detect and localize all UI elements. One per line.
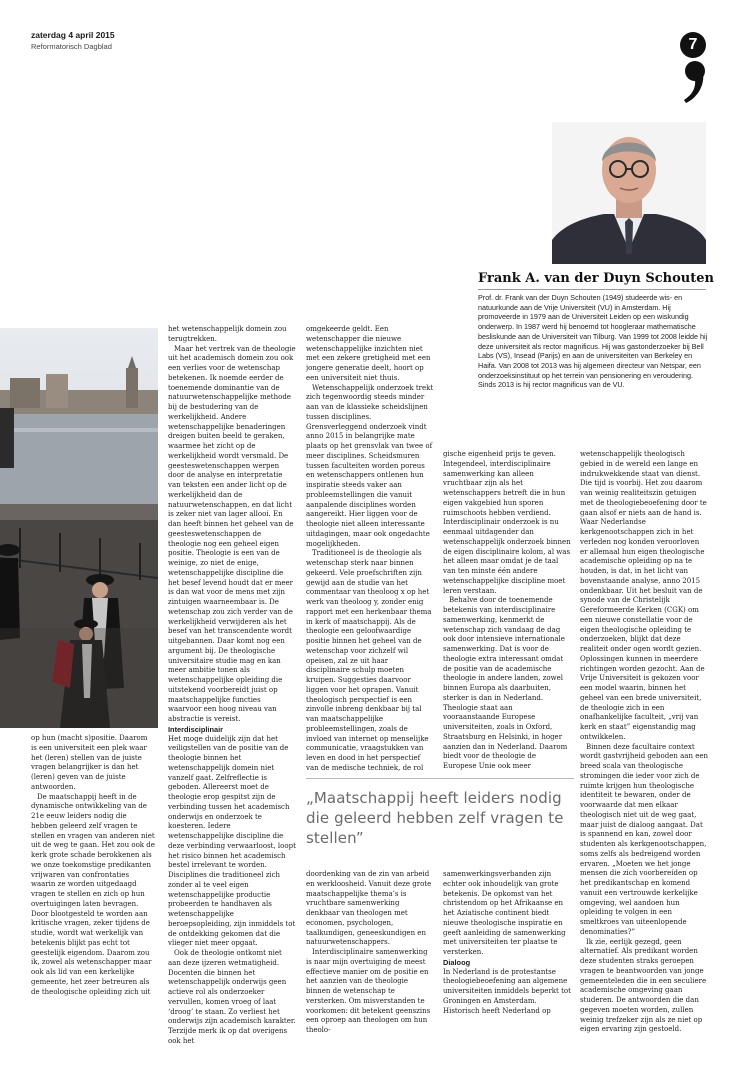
masthead-date: zaterdag 4 april 2015: [31, 30, 115, 40]
quote-divider: [306, 778, 574, 779]
paragraph: In Nederland is de protestantse theologiebeoefening aan algemene universiteiten inmiddels beperkt tot Groningen en Amsterdam. Historisch heeft Nederland op: [443, 967, 571, 1015]
column-3-upper: [306, 325, 434, 771]
paragraph: samenwerkingsverbanden zijn echter ook inhoudelijk van grote betekenis. De opkomst van het christendom op het Afrikaanse en het Aziatische continent biedt nieuwe theologische inspiratie en geeft aanleiding de samenwerking met universiteiten ter plaatse te versterken.: [443, 870, 566, 956]
ceremony-photo: [0, 328, 158, 728]
paragraph: Interdisciplinaire samenwerking is naar mijn overtuiging de meest effectieve manier om de positie en het aanzien van de theologie binnen de wetenschap te versterken. Om misverstanden te voorkomen: dit betekent geenszins een oproep aan theologen om hun theolo-: [306, 948, 431, 1034]
comma-logo-icon: [683, 60, 707, 108]
column-2: [168, 325, 296, 1064]
bio-paragraph: Prof. dr. Frank van der Duyn Schouten (1949) studeerde wis- en natuurkunde aan de Vrije Universiteit (VU) in Amsterdam. Hij promoveerde in 1979 aan de Universiteit Leiden op een wiskundig onderwerp. In 1987 werd hij benoemd tot hoogleraar mathematische besliskunde aan de Universiteit van Tilburg. Van 1999 tot 2008 leidde hij deze universiteit als rector magnificus. Hij was gastonderzoeker bij Bell Labs (VS), Insead (Parijs) en aan de universiteiten van Berkeley en Haifa. Van 2008 tot 2013 was hij algemeen directeur van Netspar, een onderzoeksinstituut op het terrein van pensionering en veroudering. Sinds 2013 is hij rector magnificus van de VU.: [478, 293, 708, 390]
column-1: [31, 734, 155, 1064]
bio-name: Frank A. van der Duyn Schouten: [478, 271, 714, 286]
paragraph: Binnen deze facultaire context wordt gastvrijheid geboden aan een breed scala van theologische stromingen die ieder voor zich de ruimte krijgen hun theologische identiteit te bewaren, onder de voorwaarde dat men elkaar theologisch niet uit de weg gaat, maar juist de dialoog aangaat. Dat is spannend en kan, zowel door studenten als kerkgenootschappen, soms zelfs als bedreigend worden ervaren. „Moeten we het jonge mensen die zich voorbereiden op het predikantschap en komend vanuit een vertrouwde kerkelijke omgeving, wel aandoen hun opleiding te volgen in een smeltkroes van uiteenlopende denominaties?”: [580, 742, 708, 936]
paragraph: Wetenschappelijk onderzoek trekt zich tegenwoordig steeds minder aan van de klassieke scheidslijnen tussen disciplines. Grensverleggend onderzoek vindt anno 2015 in belangrijke mate plaats op het grensvlak van twee of meer disciplines. Scheidsmuren tussen faculteiten worden poreus en wetenschappers ontlenen hun inspiratie steeds vaker aan probleemstellingen die vanuit aanpalende disciplines worden aangereikt. Hier liggen voor de theologie niet alleen interessante uitdagingen, maar ook ongedachte mogelijkheden.: [306, 383, 434, 548]
column-4-lower: [443, 870, 571, 1064]
paragraph: op hun (macht s)positie. Daarom is een universiteit een plek waar het (leren) stellen van de juiste vragen belangrijker is dan het (leren) geven van de juiste antwoorden.: [31, 734, 148, 791]
subheading-dialoog: Dialoog: [443, 957, 471, 967]
paragraph: Ik zie, eerlijk gezegd, geen alternatief. Als predikant worden deze studenten straks geroepen vragen te beantwoorden van jonge gemeenteleden die in een seculiere academische omgeving gaan studeren. De antwoorden die dan gegeven moeten worden, zullen weinig trefzeker zijn als ze niet op eigen ervaring zijn gestoeld.: [580, 937, 707, 1034]
paragraph: De maatschappij heeft in de dynamische ontwikkeling van de 21e eeuw leiders nodig die hebben geleerd zelf vragen te stellen en vragen van anderen niet uit de weg te gaan. Het zou ook de kerk grote schade berokkenen als we onze toekomstige predikanten vrijwaren van confrontaties waarin ze worden uitgedaagd vragen te stellen en zich op hun overtuigingen laten bevragen. Door blootgesteld te worden aan kritische vragen, zeker tijdens de studie, wordt wat werkelijk van betekenis blijkt pas echt tot geestelijk eigendom. Daarom zou ik, zowel als wetenschapper maar ook als lid van een kerkelijke gemeente, het zeer betreuren als de theologische opleiding zich uit: [31, 792, 155, 996]
paragraph: omgekeerde geldt. Een wetenschapper die nieuwe wetenschappelijke inzichten niet met een zekere gretigheid met een jongere generatie deelt, hoort op een universiteit niet thuis.: [306, 325, 431, 382]
paragraph: Maar het vertrek van de theologie uit het academisch domein zou ook een verlies voor de wetenschap betekenen. Ik noemde eerder de toenemende dominantie van de natuurwetenschappelijke methode bij de bestudering van de werkelijkheid. Andere wetenschappelijke benaderingen dreigen buiten beeld te geraken, waarmee het zicht op de werkelijkheid wordt versmald. De geesteswetenschappen werpen door de analyse en interpretatie van teksten een ander licht op de werkelijkheid dan de natuurwetenschappen, en dat licht is zeker niet van lager allooi. En dan heeft binnen het geheel van de geesteswetenschappen de theologie nog een geheel eigen positie. Theologie is een van de weinige, zo niet de enige, wetenschappelijke discipline die het besef levend houdt dat er meer is dan wat voor de mens met zijn zintuigen waarneembaar is. De wetenschap zou zich verder van de werkelijkheid verwijderen als het besef van het transcendente wordt uitgebannen. Daar komt nog een argument bij. De theologische universitaire studie mag en kan meer ambitie tonen als wetenschappelijke opleiding die uitstekend voorbereidt juist op maatschappelijke functies waarvoor een hoog niveau van abstractie is vereist.: [168, 344, 296, 723]
column-4-upper: [443, 450, 571, 771]
paragraph: het wetenschappelijk domein zou terugtrekken.: [168, 325, 287, 343]
subheading-interdisciplinair: Interdisciplinair: [168, 724, 224, 734]
paragraph: gische eigenheid prijs te geven. Integendeel, interdisciplinaire samenwerking kan alleen vruchtbaar zijn als het wetenschappers betreft die in hun eigen vakgebied hun sporen ruimschoots hebben verdiend. Interdisciplinair onderzoek is nu eenmaal uitdagender dan wetenschappelijk onderzoek binnen de eigen disciplinaire kolom, al was het alleen maar omdat je de taal van ten minste één andere wetenschappelijke discipline moet leren verstaan.: [443, 450, 571, 595]
column-5: [580, 450, 708, 1064]
masthead-newspaper-name: Reformatorisch Dagblad: [31, 42, 112, 51]
paragraph: Het moge duidelijk zijn dat het veiligstellen van de positie van de theologie binnen het wetenschappelijk domein niet vanzelf gaat. Zelfreflectie is geboden. Allereerst moet de theologie erop gespitst zijn de verbinding tussen het academisch onderwijs en onderzoek te koesteren. Iedere wetenschappelijke discipline die deze verbinding verwaarloost, loopt het risico binnen het academisch bestel irrelevant te worden. Disciplines die traditioneel zich zonder al te veel eigen wetenschappelijke productie probeerden te handhaven als wetenschappelijke beroepsopleiding, zijn inmiddels tot de ontdekking gekomen dat die vlieger niet meer opgaat.: [168, 734, 296, 948]
page-number-badge: 7: [680, 32, 706, 58]
paragraph: Traditioneel is de theologie als wetenschap sterk naar binnen gekeerd. Vele proefschriften zijn gewijd aan de studie van het commentaar van theoloog x op het werk van theoloog y, zonder enig rapport met een herkenbaar thema in kerk of maatschappij. Als de theologie een geloofwaardige positie binnen het geheel van de wetenschap voor zichzelf wil opeisen, zal ze uit haar disciplinaire schulp moeten kruipen. Suggesties daarvoor liggen voor het oprapen. Vanuit theologisch perspectief is een zinvolle inbreng denkbaar bij tal van maatschappelijke probleemstellingen, zoals de invloed van internet op menselijke communicatie, vraagstukken van leven en dood in het perspectief van de medische techniek, de rol: [306, 549, 432, 771]
paragraph: wetenschappelijk theologisch gebied in de wereld een lange en indrukwekkende staat van dienst. Die tijd is voorbij. Het zou daarom van weinig realiteitszin getuigen met de theologiebeoefening door te gaan alsof er niets aan de hand is. Waar Nederlandse kerkgenootschappen zich in het verleden nog konden veroorloven er allemaal hun eigen theologische academische opleiding op na te houden, is dat, in het licht van bovenstaande analyse, anno 2015 ondenkbaar. Uit het besluit van de synode van de Christelijk Gereformeerde Kerken (CGK) om een nieuwe constellatie voor de eigen theologische opleiding te onderzoeken, blijkt dat deze realiteit onder ogen wordt gezien. Oplossingen kunnen in meerdere richtingen worden gezocht. Aan de Vrije Universiteit is gekozen voor een model waarin, binnen het geheel van een brede universiteit, de theologie zich in een onafhankelijke faculteit, „vrij van kerk en staat” eigenstandig mag ontwikkelen.: [580, 450, 707, 741]
bio-text: [478, 293, 708, 390]
paragraph: Ook de theologie ontkomt niet aan deze ijzeren wetmatigheid. Docenten die binnen het wetenschappelijk onderwijs geen actieve rol als onderzoeker vervullen, komen vroeg of laat ‘droog’ te staan. Zo verliest het onderwijs zijn academisch karakter. Terzijde merk ik op dat overigens ook het: [168, 949, 296, 1045]
paragraph: Behalve door de toenemende betekenis van interdisciplinaire samenwerking, kenmerkt de wetenschap zich vandaag de dag ook door intensieve internationale samenwerking. Dat is voor de theologie extra interessant omdat de positie van de academische theologie in andere landen, zowel binnen Europa als daarbuiten, sterker is dan in Nederland. Theologie staat aan vooraanstaande Europese universiteiten, zoals in Oxford, Straatsburg en Helsinki, in hoger aanzien dan in Nederland. Daarom biedt voor de theologie de Europese Unie ook meer: [443, 596, 568, 770]
author-portrait: [552, 122, 706, 264]
pull-quote: „Maatschappij heeft leiders nodig die geleerd hebben zelf vragen te stellen”: [306, 789, 564, 847]
bio-divider: [478, 289, 706, 290]
paragraph: doordenking van de zin van arbeid en werkloosheid. Vanuit deze grote maatschappelijke thema’s is vruchtbare samenwerking denkbaar van theologen met economen, psychologen, taalkundigen, geneeskundigen en natuurwetenschappers.: [306, 870, 432, 947]
column-3-lower: [306, 870, 434, 1064]
